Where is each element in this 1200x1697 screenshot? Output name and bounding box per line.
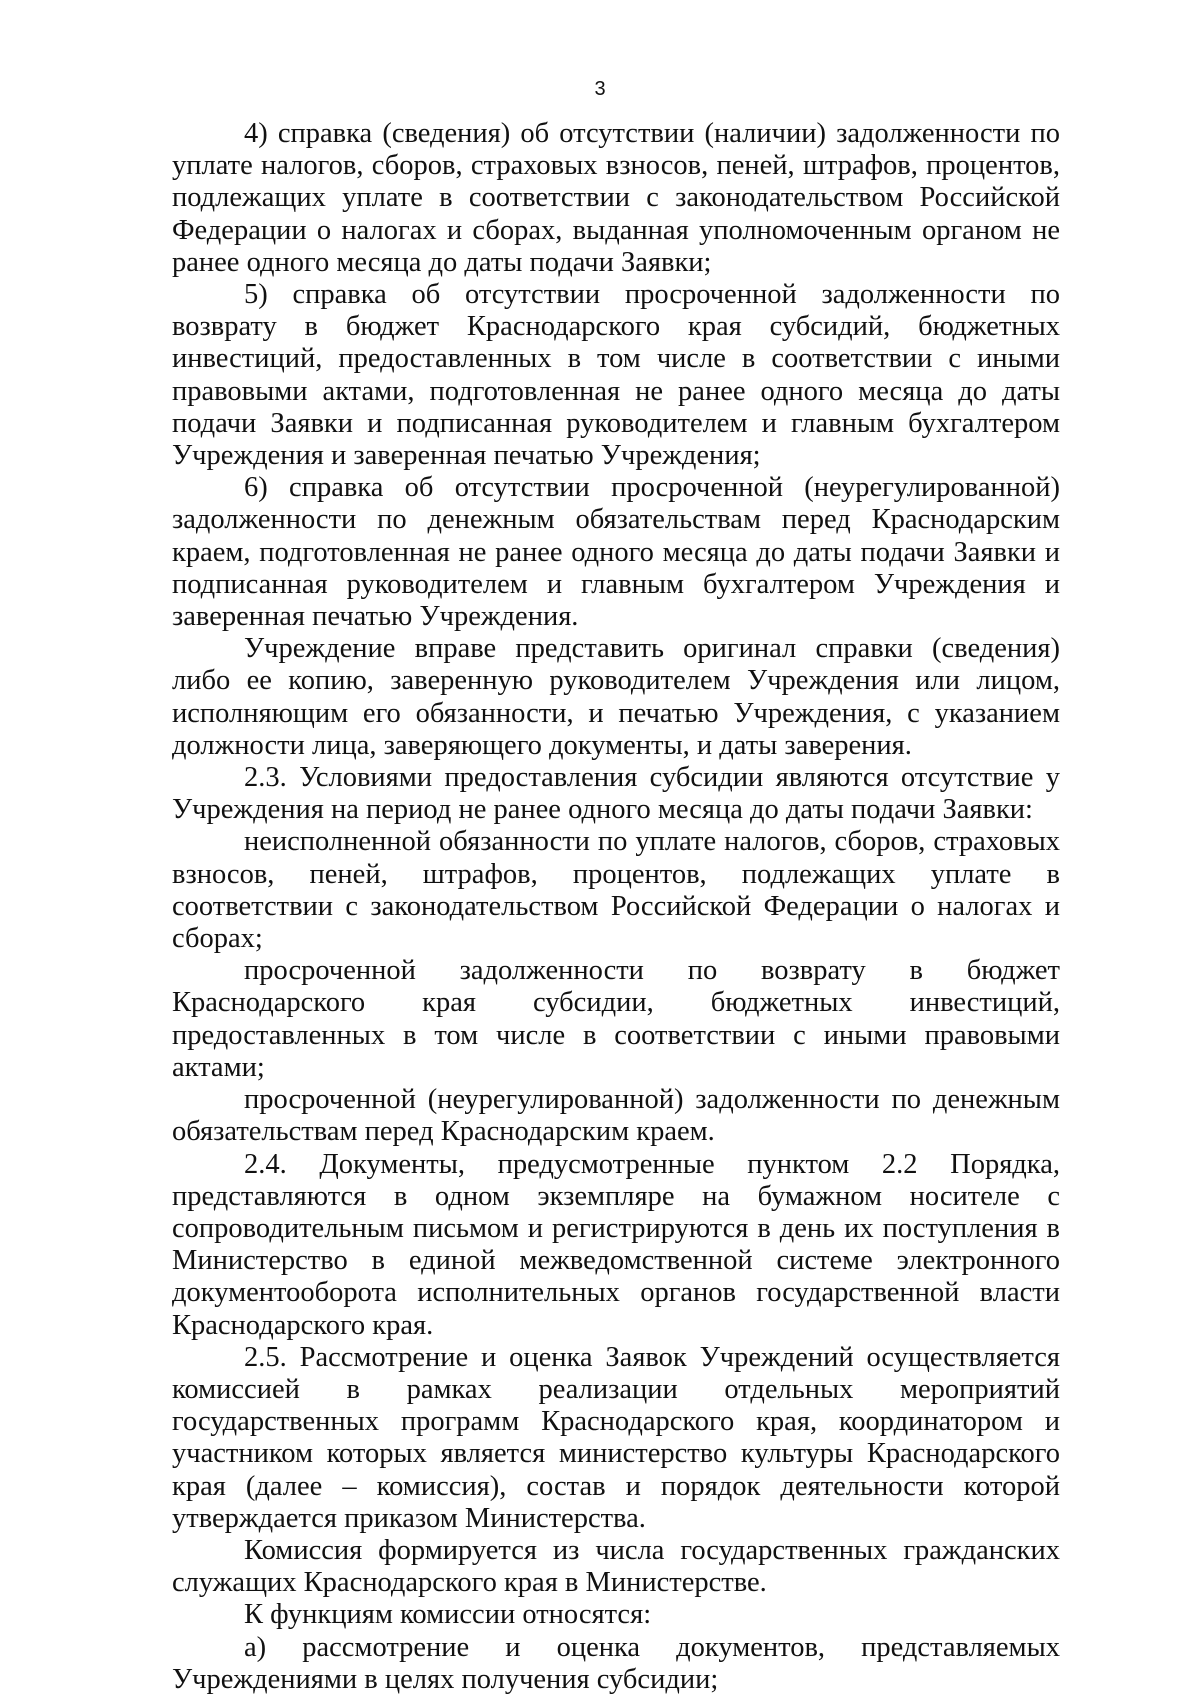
paragraph-function-a: а) рассмотрение и оценка документов, представляемых Учреждениями в целях получения субсидии; (172, 1631, 1060, 1695)
paragraph-item-6-obligations-certificate: 6) справка об отсутствии просроченной (неурегулированной) задолженности по денежным обязательствам перед Краснодарским краем, подготовленная не ранее одного месяца до даты подачи Заявки и подписанная руководителем и главным бухгалтером Учреждения и заверенная печатью Учреждения. (172, 472, 1060, 633)
paragraph-section-2-5: 2.5. Рассмотрение и оценка Заявок Учреждений осуществляется комиссией в рамках реализации отдельных мероприятий государственных программ Краснодарского края, координатором и участником которых является министерство культуры Краснодарского края (далее – комиссия), состав и порядок деятельности которой утверждается приказом Министерства. (172, 1341, 1060, 1534)
paragraph-commission-functions: К функциям комиссии относятся: (244, 1599, 652, 1631)
paragraph-condition-tax: неисполненной обязанности по уплате налогов, сборов, страховых взносов, пеней, штрафов, процентов, подлежащих уплате в соответствии с законодательством Российской Федерации о налогах и сборах; (172, 826, 1060, 955)
paragraph-condition-obligations: просроченной (неурегулированной) задолженности по денежным обязательствам перед Краснодарским краем. (172, 1084, 1060, 1148)
paragraph-item-4-tax-certificate: 4) справка (сведения) об отсутствии (наличии) задолженности по уплате налогов, сборов, страховых взносов, пеней, штрафов, процентов, подлежащих уплате в соответствии с законодательством Российской Федерации о налогах и сборах, выданная уполномоченным органом не ранее одного месяца до даты подачи Заявки; (172, 118, 1060, 278)
paragraph-condition-budget-debt: просроченной задолженности по возврату в бюджет Краснодарского края субсидии, бюджетных инвестиций, предоставленных в том числе в соответствии с иными правовыми актами; (172, 955, 1060, 1083)
paragraph-section-2-4: 2.4. Документы, предусмотренные пунктом 2.2 Порядка, представляются в одном экземпляре на бумажном носителе с сопроводительным письмом и регистрируются в день их поступления в Министерство в единой межведомственной системе электронного документооборота исполнительных органов государственной власти Краснодарского края. (172, 1148, 1060, 1341)
paragraph-original-copy-note: Учреждение вправе представить оригинал справки (сведения) либо ее копию, заверенную руководителем Учреждения или лицом, исполняющим его обязанности, и печатью Учреждения, с указанием должности лица, заверяющего документы, и даты заверения. (172, 633, 1060, 761)
paragraph-section-2-3: 2.3. Условиями предоставления субсидии являются отсутствие у Учреждения на период не ранее одного месяца до даты подачи Заявки: (172, 762, 1060, 826)
document-body (172, 118, 1060, 1696)
page-number: 3 (594, 78, 606, 100)
paragraph-commission-composition: Комиссия формируется из числа государственных гражданских служащих Краснодарского края в Министерстве. (172, 1534, 1060, 1599)
paragraph-item-5-budget-debt-certificate: 5) справка об отсутствии просроченной задолженности по возврату в бюджет Краснодарского края субсидий, бюджетных инвестиций, предоставленных в том числе в соответствии с иными правовыми актами, подготовленная не ранее одного месяца до даты подачи Заявки и подписанная руководителем и главным бухгалтером Учреждения и заверенная печатью Учреждения; (172, 279, 1060, 472)
